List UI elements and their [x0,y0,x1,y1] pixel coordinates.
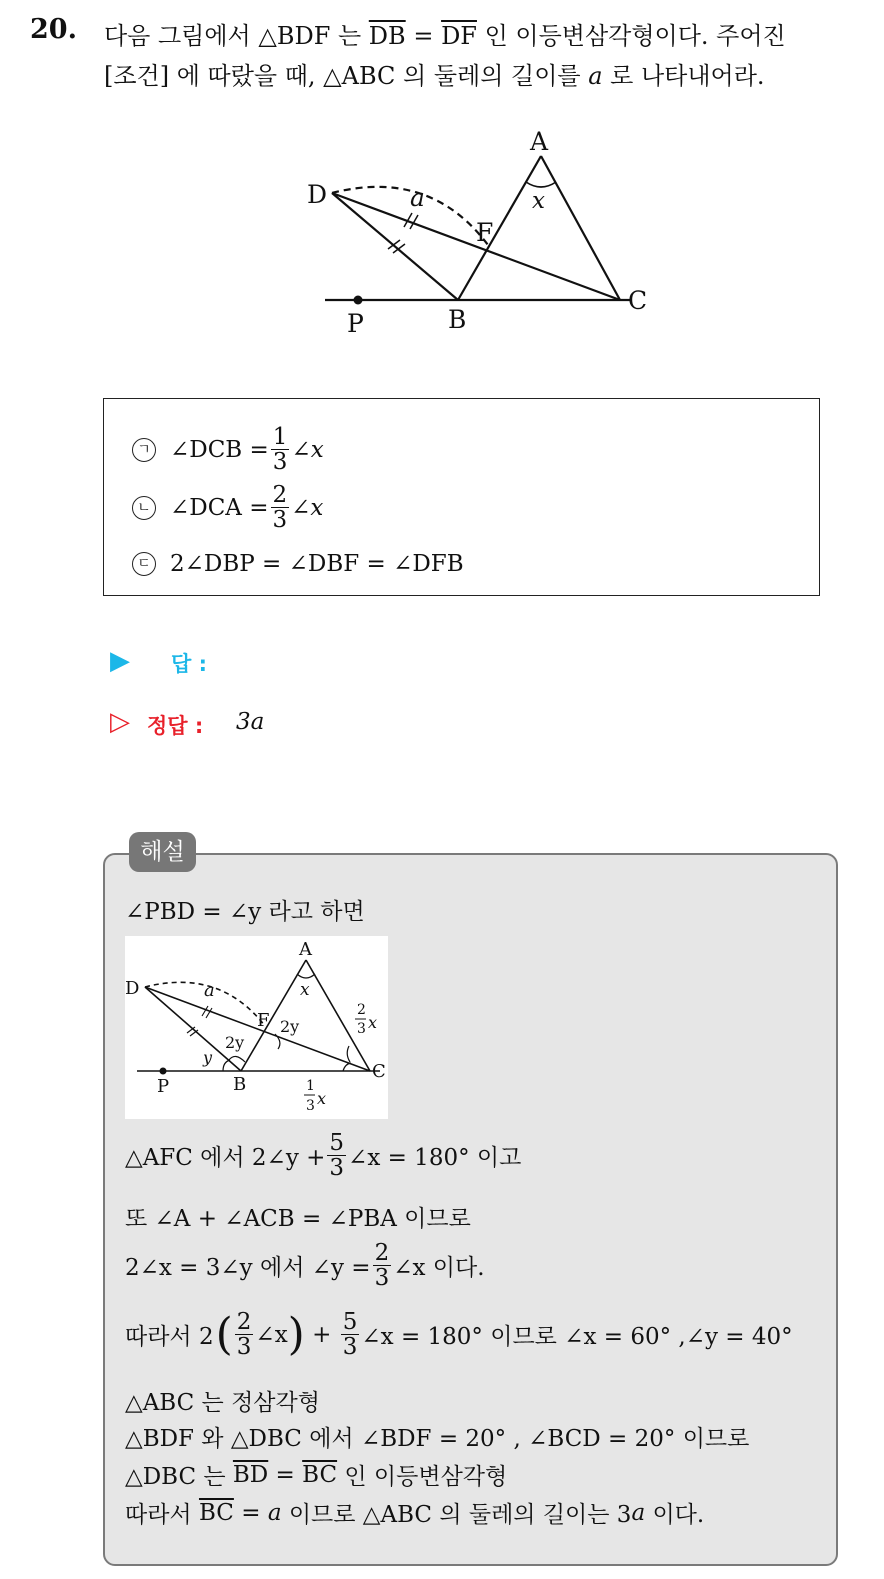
angle-arc-x [526,182,556,187]
label-a-vertex: A [530,127,549,156]
answer-label: 답 : [171,652,207,676]
solution-line-9 [125,1496,704,1529]
label-y-angle: y [203,1048,213,1067]
fraction [235,1310,254,1359]
condition-text: 2∠DBP = ∠DBF = ∠DFB [170,551,464,577]
label-frac-var: x [368,1013,378,1032]
denominator: 3 [342,1334,358,1361]
label-x-angle: x [532,188,545,214]
numerator: 2 [236,1309,252,1335]
fraction [341,1310,360,1359]
label-2y-angle: 2y [225,1033,245,1052]
problem-number: 20. [30,14,77,45]
condition-text: ∠DCB = [170,436,269,463]
fraction [327,1131,346,1180]
solution-text: + [304,1321,339,1348]
variable-a: a [631,1499,646,1526]
numerator: 2 [374,1240,390,1266]
fraction [373,1241,392,1290]
variable-a: a [267,1499,282,1526]
fraction [271,483,290,532]
denominator: 3 [329,1155,345,1182]
correct-answer-label: 정답 : [147,714,204,738]
equals-sign: = [268,1461,303,1488]
segment-db: $\overline{DB}$ [368,22,406,50]
solution-text: ∠x [255,1321,288,1348]
denominator: 3 [272,449,288,476]
solution-text: 이므로 △ABC 의 둘레의 길이는 3 [281,1502,632,1528]
numerator: 5 [342,1309,358,1335]
label-p-point: P [347,309,364,338]
denominator: 3 [374,1265,390,1292]
solution-line-3: 또 ∠A + ∠ACB = ∠PBA 이므로 [125,1206,471,1232]
equals-sign: = [233,1499,268,1526]
segment-ba-line [458,156,541,300]
solution-line-5 [125,1310,793,1359]
solution-figure [125,936,388,1119]
variable-a: a [588,62,603,90]
condition-2 [132,483,323,532]
label-f-vertex: F [257,1010,270,1031]
correct-answer-value: 3a [236,709,265,735]
label-c-vertex: C [372,1061,386,1082]
point-p-dot [354,296,363,305]
problem-text: 다음 그림에서 △BDF 는 [104,22,369,50]
condition-text: ∠x [291,436,324,463]
label-a-length: a [204,980,215,1001]
answer-arrow-icon: ▶ [110,646,130,676]
label-a-length: a [410,183,425,212]
condition-text: ∠DCA = [170,494,269,521]
numerator: 5 [329,1130,345,1156]
condition-text: ∠x [291,494,324,521]
condition-marker: ㄴ [132,496,156,520]
solution-line-4 [125,1241,485,1290]
solution-text: 인 이등변삼각형 [337,1464,508,1490]
problem-line-1 [104,16,786,51]
paren-right: ) [287,1308,305,1360]
label-a-vertex: A [299,939,312,960]
solution-line-7: △BDF 와 △DBC 에서 ∠BDF = 20° , ∠BCD = 20° 이므로 [125,1426,750,1452]
segment-bd: $\overline{BD}$ [232,1461,269,1488]
fraction [271,425,290,474]
solution-text: 2∠x = 3∠y 에서 ∠y = [125,1255,371,1282]
condition-3 [132,551,464,577]
label-d-vertex: D [307,180,328,209]
label-x-angle: x [300,980,310,1000]
segment-df: $\overline{DF}$ [441,22,477,50]
solution-text: △AFC 에서 2∠y + [125,1145,326,1172]
problem-line-2 [104,56,765,91]
solution-text: 따라서 2 [125,1324,214,1351]
label-d-vertex: D [125,978,140,999]
solution-tag: 해설 [129,832,196,872]
problem-text: 로 나타내어라. [602,62,765,90]
conditions-box [103,398,820,596]
label-frac-den: 3 [306,1098,315,1114]
solution-text: ∠x = 180° 이므로 ∠x = 60° ,∠y = 40° [361,1324,793,1351]
condition-1 [132,425,324,474]
segment-bc: $\overline{BC}$ [198,1499,234,1526]
solution-text: △DBC 는 [125,1464,233,1490]
label-frac-var: x [317,1089,327,1108]
solution-line-2 [125,1131,521,1180]
label-f-vertex: F [476,218,494,247]
numerator: 1 [272,424,288,450]
segment-bc: $\overline{BC}$ [302,1461,338,1488]
geometry-figure [290,120,670,345]
condition-marker: ㄷ [132,552,156,576]
paren-left: ( [215,1308,233,1360]
solution-text: 따라서 [125,1502,199,1528]
equals-sign: = [405,22,442,50]
label-c-vertex: C [628,286,648,315]
solution-text: ∠x 이다. [393,1255,485,1282]
problem-text: 인 이등변삼각형이다. 주어진 [476,22,786,50]
solution-line-6: △ABC 는 정삼각형 [125,1390,320,1416]
point-p-dot [160,1068,167,1075]
segment-db-line [332,193,458,300]
segment-ac-line [541,156,620,300]
label-b-vertex: B [233,1074,247,1095]
problem-text: [조건] 에 따랐을 때, △ABC 의 둘레의 길이를 [104,62,589,90]
denominator: 3 [272,507,288,534]
solution-line-1: ∠PBD = ∠y 라고 하면 [125,899,365,925]
solution-text: 이다. [645,1502,705,1528]
correct-arrow-icon: ▷ [110,707,130,737]
solution-line-8 [125,1458,507,1491]
condition-marker: ㄱ [132,438,156,462]
label-frac-num: 1 [306,1078,315,1094]
label-p-point: P [157,1076,170,1097]
solution-text: ∠x = 180° 이고 [348,1145,522,1172]
label-frac-den: 3 [357,1021,366,1037]
label-b-vertex: B [448,305,467,334]
numerator: 2 [272,482,288,508]
label-2y-angle-f: 2y [280,1017,300,1036]
label-frac-num: 2 [357,1002,366,1018]
denominator: 3 [236,1334,252,1361]
